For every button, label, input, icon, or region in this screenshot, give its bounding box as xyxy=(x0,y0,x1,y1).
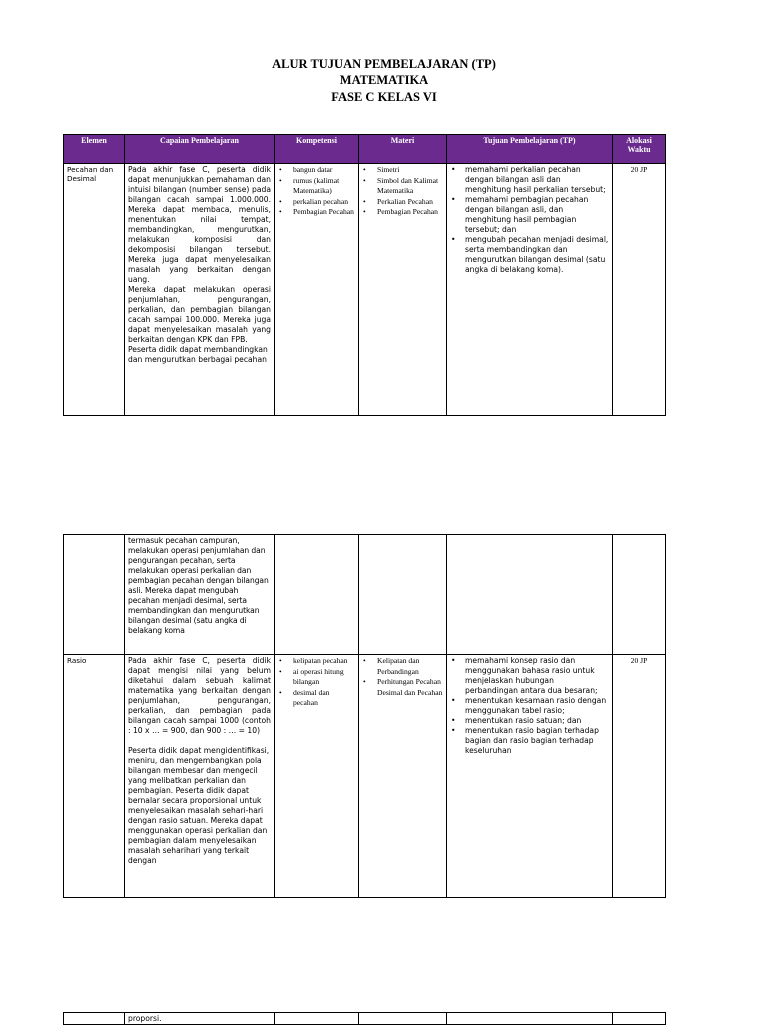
list-item: • Perkalian Pecahan xyxy=(362,197,443,208)
materi-cell xyxy=(359,535,447,655)
header-materi: Materi xyxy=(359,135,447,164)
table-row xyxy=(64,655,666,898)
header-alokasi xyxy=(613,135,666,164)
list-item: • desimal dan pecahan xyxy=(278,688,355,709)
list-item: • menentukan rasio satuan; dan xyxy=(450,716,609,726)
list-item: • rumus (kalimat Matematika) xyxy=(278,176,355,197)
alokasi-cell xyxy=(613,535,666,655)
elemen-cell: Pecahan dan Desimal xyxy=(64,164,125,416)
list-item: • ai operasi hitung bilangan xyxy=(278,667,355,688)
list-item: • menentukan rasio bagian terhadap bagian dan rasio bagian terhadap keseluruhan xyxy=(450,726,609,756)
list-item: • Perhitungan Pecahan Desimal dan Pecahan xyxy=(362,677,443,698)
capaian-paragraph: Pada akhir fase C, peserta didik dapat mengisi nilai yang belum diketahui dalam sebuah kalimat matematika yang berkaitan dengan penjumlahan, pengurangan, perkalian, dan pembagian pada bilangan cacah sampai 1000 (contoh : 10 x … = 900, dan 900 : … = 10) xyxy=(128,656,271,735)
capaian-paragraph: Pada akhir fase C, peserta didik dapat menunjukkan pemahaman dan intuisi bilangan (number sense) pada bilangan cacah sampai 1.000.000. Mereka dapat membaca, menulis, menentukan nilai tempat, membandingkan, mengurutkan, melakukan komposisi dan dekomposisi bilangan tersebut. Mereka juga dapat menyelesaikan masalah yang berkaitan dengan uang. xyxy=(128,165,271,284)
alokasi-cell xyxy=(613,1013,666,1025)
materi-cell xyxy=(359,164,447,416)
list-item: • Simetri xyxy=(362,165,443,176)
capaian-cell xyxy=(125,164,275,416)
elemen-cell xyxy=(64,1013,125,1025)
materi-cell xyxy=(359,1013,447,1025)
capaian-paragraph: Peserta didik dapat membandingkan dan mengurutkan berbagai pecahan xyxy=(128,345,268,364)
list-item: • kelipatan pecahan xyxy=(278,656,355,667)
kompetensi-cell xyxy=(275,164,359,416)
list-item: • memahami konsep rasio dan menggunakan bahasa rasio untuk menjelaskan hubungan perbandingan antara dua besaran; xyxy=(450,656,609,696)
elemen-cell xyxy=(64,535,125,655)
table-row xyxy=(64,535,666,655)
list-item: • mengubah pecahan menjadi desimal, serta membandingkan dan mengurutkan bilangan desimal (satu angka di belakang koma). xyxy=(450,235,609,275)
tp-table-part-2 xyxy=(63,534,666,898)
capaian-cell: proporsi. xyxy=(125,1013,275,1025)
capaian-cell xyxy=(125,655,275,898)
alokasi-cell: 20 JP xyxy=(613,164,666,416)
page-title-line-3: FASE C KELAS VI xyxy=(331,90,437,104)
list-item: • perkalian pecahan xyxy=(278,197,355,208)
list-item: • Pembagian Pecahan xyxy=(362,207,443,218)
list-item: • memahami pembagian pecahan dengan bilangan asli, dan menghitung hasil pembagian tersebut; dan xyxy=(450,195,609,235)
tujuan-cell xyxy=(447,535,613,655)
header-kompetensi: Kompetensi xyxy=(275,135,359,164)
header-capaian: Capaian Pembelajaran xyxy=(125,135,275,164)
capaian-paragraph: Peserta didik dapat mengidentifikasi, meniru, dan mengembangkan pola bilangan membesar dan mengecil yang melibatkan perkalian dan pembagian. Peserta didik dapat bernalar secara proporsional untuk menyelesaikan masalah sehari-hari dengan rasio satuan. Mereka dapat menggunakan operasi perkalian dan pembagian dalam menyelesaikan masalah seharihari yang terkait dengan xyxy=(128,746,270,865)
tp-table-part-3 xyxy=(63,1012,666,1025)
list-item: • Simbol dan Kalimat Matematika xyxy=(362,176,443,197)
list-item: • Kelipatan dan Perbandingan xyxy=(362,656,443,677)
list-item: • menentukan kesamaan rasio dengan menggunakan tabel rasio; xyxy=(450,696,609,716)
capaian-paragraph: Mereka dapat melakukan operasi penjumlahan, pengurangan, perkalian, dan pembagian bilangan cacah sampai 100.000. Mereka juga dapat menyelesaikan masalah yang berkaitan dengan KPK dan FPB. xyxy=(128,285,271,344)
alokasi-cell: 20 JP xyxy=(613,655,666,898)
header-alokasi-line-2: Waktu xyxy=(627,145,651,154)
header-elemen: Elemen xyxy=(64,135,125,164)
kompetensi-cell xyxy=(275,1013,359,1025)
table-header-row xyxy=(64,135,666,164)
kompetensi-cell xyxy=(275,655,359,898)
list-item: • Pembagian Pecahan xyxy=(278,207,355,218)
tp-table-part-1 xyxy=(63,134,666,416)
elemen-cell: Rasio xyxy=(64,655,125,898)
page-title-line-2: MATEMATIKA xyxy=(339,73,429,87)
kompetensi-cell xyxy=(275,535,359,655)
table-row xyxy=(64,164,666,416)
capaian-cell: termasuk pecahan campuran, melakukan operasi penjumlahan dan pengurangan pecahan, serta melakukan operasi perkalian dan pembagian pecahan dengan bilangan asli. Mereka dapat mengubah pecahan menjadi desimal, serta membandingkan dan mengurutkan bilangan desimal (satu angka di belakang koma xyxy=(125,535,275,655)
table-row xyxy=(64,1013,666,1025)
tujuan-cell xyxy=(447,164,613,416)
list-item: • memahami perkalian pecahan dengan bilangan asli dan menghitung hasil perkalian tersebut; xyxy=(450,165,609,195)
tujuan-cell xyxy=(447,1013,613,1025)
page-title-line-1: ALUR TUJUAN PEMBELAJARAN (TP) xyxy=(272,57,496,71)
list-item: • bangun datar xyxy=(278,165,355,176)
header-alokasi-line-1: Alokasi xyxy=(626,136,652,145)
tujuan-cell xyxy=(447,655,613,898)
header-tujuan: Tujuan Pembelajaran (TP) xyxy=(447,135,613,164)
materi-cell xyxy=(359,655,447,898)
